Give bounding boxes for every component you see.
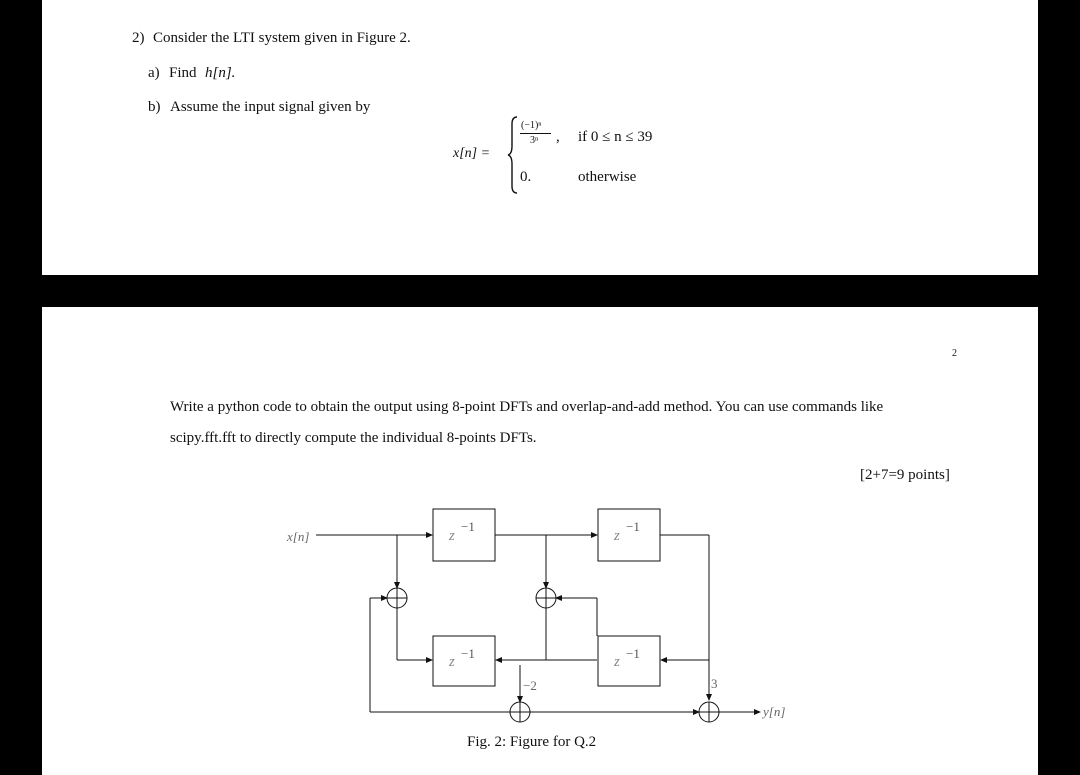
gain-minus-2: −2 — [523, 678, 537, 693]
body-line-2: scipy.fft.fft to directly compute the individual 8-points DFTs. — [170, 430, 537, 446]
part-b-label: b) — [148, 99, 161, 115]
case2-condition: otherwise — [578, 169, 637, 185]
case1-numerator: (−1)ⁿ — [521, 120, 542, 131]
delay-3-label: z — [449, 654, 455, 670]
delay-block-3 — [433, 636, 495, 686]
delay-block-1 — [433, 509, 495, 561]
points-label: [2+7=9 points] — [860, 467, 950, 483]
question-number: 2) — [132, 30, 145, 46]
delay-2-label: z — [614, 528, 620, 544]
part-a-text: Find — [169, 65, 197, 81]
equation-lhs: x[n] = — [453, 146, 491, 161]
part-a-math: h[n]. — [205, 65, 236, 81]
delay-1-label: z — [449, 528, 455, 544]
delay-4-exp: −1 — [626, 646, 640, 661]
case1-separator: , — [556, 129, 560, 145]
figure-caption: Fig. 2: Figure for Q.2 — [467, 734, 597, 750]
output-label: y[n] — [763, 704, 786, 719]
input-label: x[n] — [287, 529, 310, 544]
delay-1-exp: −1 — [461, 519, 475, 534]
body-line-1: Write a python code to obtain the output using 8-point DFTs and overlap-and-add method. You can use commands like — [170, 399, 884, 415]
delay-block-2 — [598, 509, 660, 561]
part-b-text: Assume the input signal given by — [170, 99, 371, 115]
part-a-label: a) — [148, 65, 160, 81]
gain-3: 3 — [711, 676, 718, 691]
delay-block-4 — [598, 636, 660, 686]
delay-3-exp: −1 — [461, 646, 475, 661]
page-number: 2 — [952, 348, 957, 359]
question-text: Consider the LTI system given in Figure 2. — [153, 30, 411, 46]
case1-condition: if 0 ≤ n ≤ 39 — [578, 129, 653, 145]
case1-denominator: 3ⁿ — [530, 135, 539, 146]
delay-2-exp: −1 — [626, 519, 640, 534]
case2-value: 0. — [520, 169, 532, 185]
delay-4-label: z — [614, 654, 620, 670]
